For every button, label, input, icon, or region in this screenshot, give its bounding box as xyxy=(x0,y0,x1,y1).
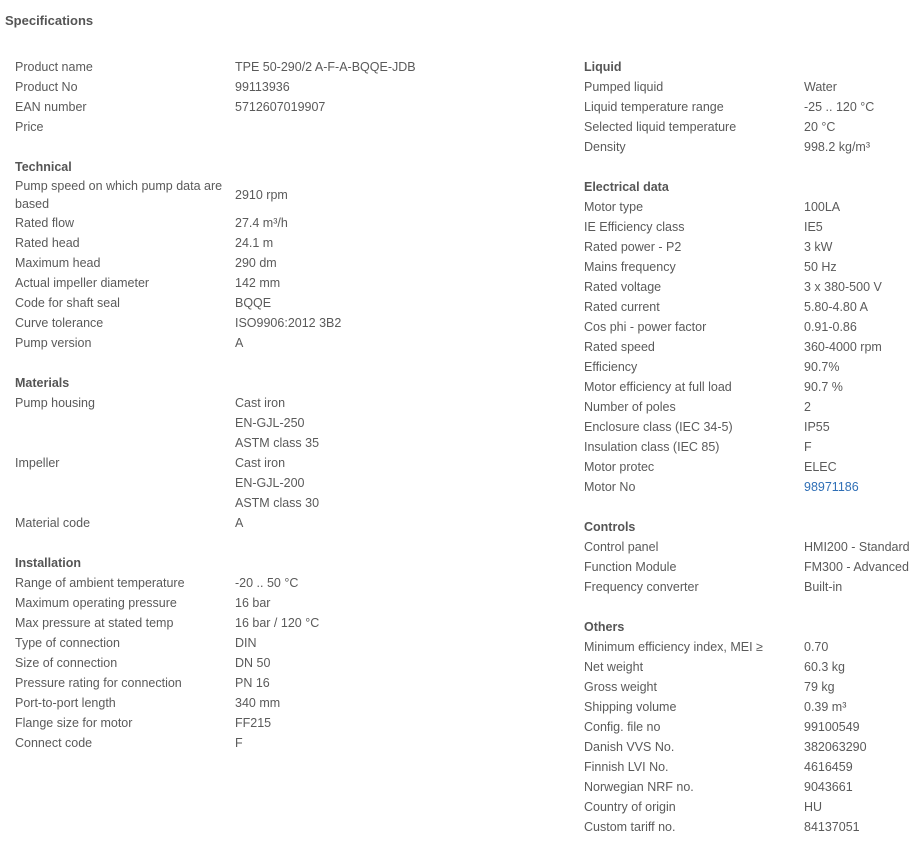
spec-label: Mains frequency xyxy=(584,260,676,274)
spec-value-line: IP55 xyxy=(804,420,830,434)
spec-row-motor-no xyxy=(584,477,920,497)
spec-value-line: F xyxy=(235,736,243,750)
spec-label: Motor efficiency at full load xyxy=(584,380,732,394)
spec-value-line: FM300 - Advanced xyxy=(804,560,909,574)
spec-value-line: PN 16 xyxy=(235,676,270,690)
spec-row-efficiency xyxy=(584,357,920,377)
section-title: Others xyxy=(584,620,625,634)
spec-label: Type of connection xyxy=(15,636,120,650)
spec-label: Efficiency xyxy=(584,360,638,374)
spec-value xyxy=(804,378,843,396)
spec-value-line: 0.70 xyxy=(804,640,829,654)
spec-label: Motor No xyxy=(584,480,636,494)
spec-row-motor-protec xyxy=(584,457,920,477)
spec-label: Country of origin xyxy=(584,800,676,814)
spec-label: Control panel xyxy=(584,540,659,554)
spec-label: Insulation class (IEC 85) xyxy=(584,440,720,454)
spec-row-rated-flow xyxy=(15,213,575,233)
spec-value xyxy=(804,398,811,416)
spec-value-line: 99100549 xyxy=(804,720,860,734)
spec-row-flange-size-for-motor xyxy=(15,713,575,733)
spec-row-maximum-head xyxy=(15,253,575,273)
spec-value xyxy=(804,778,853,796)
spec-label: Impeller xyxy=(15,456,60,470)
section-controls xyxy=(584,517,920,597)
spec-value xyxy=(235,654,270,672)
spec-row-pump-speed-on-which-pump-data-are-based xyxy=(15,177,575,213)
spec-label: Curve tolerance xyxy=(15,316,104,330)
spec-value-line: 4616459 xyxy=(804,760,853,774)
spec-value-line: 998.2 kg/m³ xyxy=(804,140,871,154)
section-title: Materials xyxy=(15,376,70,390)
spec-value-line: F xyxy=(804,440,812,454)
spec-value xyxy=(804,678,835,696)
spec-value xyxy=(804,78,837,96)
spec-label: Liquid temperature range xyxy=(584,100,724,114)
spec-row-pump-version xyxy=(15,333,575,353)
spec-row-custom-tariff-no xyxy=(584,817,920,837)
spec-value-line: IE5 xyxy=(804,220,823,234)
spec-value xyxy=(804,298,868,316)
spec-label: Pump version xyxy=(15,336,92,350)
spec-value-line: A xyxy=(235,336,244,350)
spec-value xyxy=(804,698,846,716)
spec-value-line: 100LA xyxy=(804,200,841,214)
spec-value-line: 79 kg xyxy=(804,680,835,694)
spec-label: Actual impeller diameter xyxy=(15,276,150,290)
spec-value xyxy=(804,718,860,736)
spec-row-cos-phi-power-factor xyxy=(584,317,920,337)
spec-label: Custom tariff no. xyxy=(584,820,676,834)
section-electrical-data xyxy=(584,177,920,497)
spec-value xyxy=(235,634,257,652)
spec-value-line: 90.7% xyxy=(804,360,840,374)
spec-value xyxy=(804,218,823,236)
spec-row-pump-housing xyxy=(15,393,575,453)
spec-label: Gross weight xyxy=(584,680,657,694)
spec-row-danish-vvs-no xyxy=(584,737,920,757)
spec-label: Finnish LVI No. xyxy=(584,760,669,774)
section-title: Installation xyxy=(15,556,81,570)
spec-value xyxy=(804,478,859,496)
spec-value xyxy=(804,658,845,676)
spec-label: Port-to-port length xyxy=(15,696,116,710)
spec-value xyxy=(235,334,243,352)
spec-value xyxy=(235,614,319,632)
spec-value xyxy=(804,358,839,376)
spec-value-line: -25 .. 120 °C xyxy=(804,100,875,114)
spec-value xyxy=(804,758,853,776)
spec-label: IE Efficiency class xyxy=(584,220,685,234)
spec-row-actual-impeller-diameter xyxy=(15,273,575,293)
spec-label: Code for shaft seal xyxy=(15,296,120,310)
spec-value xyxy=(235,78,290,96)
spec-label: Rated power - P2 xyxy=(584,240,682,254)
spec-label: Rated current xyxy=(584,300,660,314)
spec-value-line: Water xyxy=(804,80,837,94)
spec-row-connect-code xyxy=(15,733,575,753)
spec-row-country-of-origin xyxy=(584,797,920,817)
spec-row-motor-efficiency-at-full-load xyxy=(584,377,920,397)
spec-label: Pressure rating for connection xyxy=(15,676,182,690)
spec-value xyxy=(235,234,273,252)
spec-row-minimum-efficiency-index-mei xyxy=(584,637,920,657)
spec-value-line: 9043661 xyxy=(804,780,853,794)
spec-row-code-for-shaft-seal xyxy=(15,293,575,313)
spec-value xyxy=(235,214,288,232)
spec-value xyxy=(804,118,835,136)
spec-value-line: 90.7 % xyxy=(804,380,843,394)
spec-value xyxy=(235,314,341,332)
spec-row-enclosure-class-iec-34-5 xyxy=(584,417,920,437)
spec-row-pressure-rating-for-connection xyxy=(15,673,575,693)
spec-value xyxy=(804,738,867,756)
spec-label: Enclosure class (IEC 34-5) xyxy=(584,420,733,434)
spec-row-rated-current xyxy=(584,297,920,317)
spec-label: Range of ambient temperature xyxy=(15,576,185,590)
spec-value xyxy=(804,538,910,556)
spec-label: Rated speed xyxy=(584,340,655,354)
spec-row-gross-weight xyxy=(584,677,920,697)
spec-value xyxy=(235,514,243,532)
spec-label: Function Module xyxy=(584,560,677,574)
spec-label: Maximum head xyxy=(15,256,101,270)
spec-value-line: 50 Hz xyxy=(804,260,837,274)
spec-row-motor-type xyxy=(584,197,920,217)
spec-label: Density xyxy=(584,140,626,154)
spec-label: Connect code xyxy=(15,736,93,750)
spec-value xyxy=(804,258,837,276)
spec-label: Rated voltage xyxy=(584,280,662,294)
spec-label: Frequency converter xyxy=(584,580,699,594)
section-others xyxy=(584,617,920,837)
spec-value-line: HMI200 - Standard xyxy=(804,540,910,554)
spec-label: Maximum operating pressure xyxy=(15,596,177,610)
spec-value-line: ASTM class 35 xyxy=(235,436,320,450)
spec-value-line: 382063290 xyxy=(804,740,867,754)
section-materials xyxy=(15,373,575,533)
spec-value-line: 84137051 xyxy=(804,820,860,834)
spec-label: Pumped liquid xyxy=(584,80,664,94)
section-title: Controls xyxy=(584,520,636,534)
spec-label: Max pressure at stated temp xyxy=(15,616,174,630)
spec-value-line: 2 xyxy=(804,400,811,414)
spec-value xyxy=(804,558,909,576)
spec-row-material-code xyxy=(15,513,575,533)
spec-value xyxy=(235,98,325,116)
spec-row-mains-frequency xyxy=(584,257,920,277)
spec-row-net-weight xyxy=(584,657,920,677)
spec-row-product-name xyxy=(15,57,575,77)
spec-value-line: Built-in xyxy=(804,580,843,594)
spec-label: Motor type xyxy=(584,200,644,214)
spec-row-curve-tolerance xyxy=(15,313,575,333)
spec-row-port-to-port-length xyxy=(15,693,575,713)
spec-label: Net weight xyxy=(584,660,644,674)
spec-value xyxy=(235,734,243,752)
spec-row-finnish-lvi-no xyxy=(584,757,920,777)
spec-row-rated-voltage xyxy=(584,277,920,297)
spec-value-line: 360-4000 rpm xyxy=(804,340,882,354)
spec-value xyxy=(804,818,860,836)
spec-label: Number of poles xyxy=(584,400,676,414)
spec-value-line: BQQE xyxy=(235,296,272,310)
spec-value-line: EN-GJL-200 xyxy=(235,476,305,490)
spec-row-number-of-poles xyxy=(584,397,920,417)
spec-row-ean-number xyxy=(15,97,575,117)
spec-value xyxy=(235,393,319,453)
spec-label: Size of connection xyxy=(15,656,118,670)
spec-row-product-no xyxy=(15,77,575,97)
spec-value xyxy=(804,138,870,156)
spec-value xyxy=(235,594,270,612)
spec-row-rated-head xyxy=(15,233,575,253)
spec-label: Selected liquid temperature xyxy=(584,120,737,134)
spec-value-line: 24.1 m xyxy=(235,236,274,250)
spec-value xyxy=(804,338,882,356)
spec-value xyxy=(804,458,837,476)
spec-row-maximum-operating-pressure xyxy=(15,593,575,613)
spec-value xyxy=(804,98,874,116)
spec-label: Norwegian NRF no. xyxy=(584,780,694,794)
spec-value-line: 3 kW xyxy=(804,240,833,254)
spec-row-selected-liquid-temperature xyxy=(584,117,920,137)
spec-row-price xyxy=(15,117,575,137)
spec-value xyxy=(804,638,828,656)
spec-value-line: FF215 xyxy=(235,716,272,730)
spec-label: Rated flow xyxy=(15,216,75,230)
spec-label: Material code xyxy=(15,516,91,530)
spec-value-line: 60.3 kg xyxy=(804,660,846,674)
spec-value xyxy=(235,186,288,204)
spec-value xyxy=(235,714,271,732)
section-liquid xyxy=(584,57,920,157)
spec-value-line: ASTM class 30 xyxy=(235,496,320,510)
spec-row-shipping-volume xyxy=(584,697,920,717)
spec-value-line: Cast iron xyxy=(235,396,286,410)
spec-value-line: DIN xyxy=(235,636,257,650)
spec-label: Pump speed on which pump data are based xyxy=(15,179,223,211)
spec-label: Cos phi - power factor xyxy=(584,320,707,334)
spec-label: Product name xyxy=(15,60,93,74)
spec-label: Danish VVS No. xyxy=(584,740,675,754)
spec-label: Flange size for motor xyxy=(15,716,133,730)
spec-row-function-module xyxy=(584,557,920,577)
spec-value xyxy=(235,453,319,513)
spec-value-line: 340 mm xyxy=(235,696,281,710)
section-product xyxy=(15,57,575,137)
spec-value-line: EN-GJL-250 xyxy=(235,416,305,430)
spec-value-line: A xyxy=(235,516,244,530)
left-column xyxy=(15,57,575,773)
section-title: Electrical data xyxy=(584,180,669,194)
spec-value-line: 142 mm xyxy=(235,276,281,290)
spec-value-line: 16 bar xyxy=(235,596,271,610)
spec-row-type-of-connection xyxy=(15,633,575,653)
spec-row-rated-speed xyxy=(584,337,920,357)
spec-value xyxy=(804,418,830,436)
right-column xyxy=(584,57,920,857)
spec-value-line: 0.39 m³ xyxy=(804,700,847,714)
spec-value-line: 3 x 380-500 V xyxy=(804,280,882,294)
spec-value xyxy=(235,254,277,272)
spec-row-config-file-no xyxy=(584,717,920,737)
section-technical xyxy=(15,157,575,353)
spec-value xyxy=(235,274,280,292)
spec-label: Minimum efficiency index, MEI ≥ xyxy=(584,640,763,654)
spec-row-pumped-liquid xyxy=(584,77,920,97)
spec-row-rated-power-p2 xyxy=(584,237,920,257)
spec-label: Config. file no xyxy=(584,720,661,734)
spec-row-insulation-class-iec-85 xyxy=(584,437,920,457)
spec-row-range-of-ambient-temperature xyxy=(15,573,575,593)
spec-row-control-panel xyxy=(584,537,920,557)
spec-value xyxy=(804,238,832,256)
spec-value xyxy=(235,58,416,76)
spec-value xyxy=(804,798,822,816)
spec-label: Rated head xyxy=(15,236,80,250)
motor-no-link[interactable]: 98971186 xyxy=(804,480,859,494)
spec-value xyxy=(804,198,840,216)
spec-row-frequency-converter xyxy=(584,577,920,597)
spec-value xyxy=(804,278,882,296)
spec-value-line: Cast iron xyxy=(235,456,286,470)
spec-value xyxy=(235,574,298,592)
spec-value-line: DN 50 xyxy=(235,656,271,670)
spec-row-liquid-temperature-range xyxy=(584,97,920,117)
spec-value-line: ISO9906:2012 3B2 xyxy=(235,316,342,330)
spec-value xyxy=(235,294,271,312)
spec-value-line: HU xyxy=(804,800,823,814)
spec-value-line: 99113936 xyxy=(235,80,290,94)
spec-row-norwegian-nrf-no xyxy=(584,777,920,797)
spec-value-line: 5712607019907 xyxy=(235,100,326,114)
page-title: Specifications xyxy=(5,13,94,28)
spec-row-impeller xyxy=(15,453,575,513)
spec-value xyxy=(235,694,280,712)
spec-label: Motor protec xyxy=(584,460,655,474)
spec-value-line: 2910 rpm xyxy=(235,188,288,202)
section-installation xyxy=(15,553,575,753)
section-title: Technical xyxy=(15,160,72,174)
spec-label: Price xyxy=(15,120,44,134)
spec-label: Shipping volume xyxy=(584,700,677,714)
spec-label: EAN number xyxy=(15,100,87,114)
spec-row-size-of-connection xyxy=(15,653,575,673)
spec-value xyxy=(235,674,270,692)
spec-row-ie-efficiency-class xyxy=(584,217,920,237)
spec-value-line: 5.80-4.80 A xyxy=(804,300,868,314)
spec-value-line: -20 .. 50 °C xyxy=(235,576,299,590)
spec-value-line: 290 dm xyxy=(235,256,277,270)
spec-row-density xyxy=(584,137,920,157)
spec-value-line: 27.4 m³/h xyxy=(235,216,288,230)
spec-value xyxy=(804,578,842,596)
spec-value-line: 0.91-0.86 xyxy=(804,320,857,334)
spec-label: Pump housing xyxy=(15,396,95,410)
spec-value xyxy=(804,438,812,456)
spec-label: Product No xyxy=(15,80,78,94)
spec-value-line: TPE 50-290/2 A-F-A-BQQE-JDB xyxy=(235,60,416,74)
section-title: Liquid xyxy=(584,60,622,74)
spec-value xyxy=(804,318,857,336)
spec-value-line: 16 bar / 120 °C xyxy=(235,616,320,630)
spec-row-max-pressure-at-stated-temp xyxy=(15,613,575,633)
spec-value-line: 20 °C xyxy=(804,120,836,134)
spec-value-line: ELEC xyxy=(804,460,837,474)
